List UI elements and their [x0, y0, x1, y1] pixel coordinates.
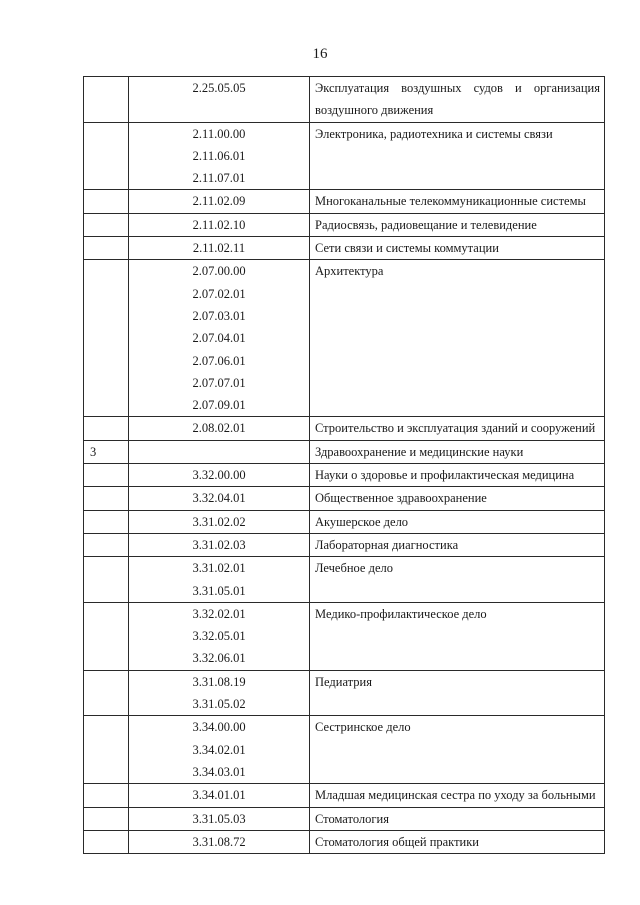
section-number-cell	[84, 670, 129, 716]
specialty-code-cell	[129, 190, 310, 213]
section-number-cell	[84, 807, 129, 830]
specialty-code-cell	[129, 602, 310, 670]
section-number-cell	[84, 190, 129, 213]
table-row	[84, 77, 605, 123]
specialty-name-cell: Науки о здоровье и профилактическая медицина	[310, 464, 605, 487]
specialty-name-cell: Общественное здравоохранение	[310, 487, 605, 510]
section-number-cell	[84, 417, 129, 440]
table-row	[84, 464, 605, 487]
specialty-code-cell	[129, 670, 310, 716]
specialty-code: 2.11.02.11	[192, 241, 246, 256]
specialty-code-cell	[129, 784, 310, 807]
specialty-code: 3.31.05.03	[192, 811, 246, 826]
specialty-code: 2.08.02.01	[192, 421, 246, 436]
specialty-code-cell	[129, 487, 310, 510]
table-row	[84, 784, 605, 807]
specialty-code-cell	[129, 464, 310, 487]
table-row	[84, 602, 605, 670]
specialty-code-cell	[129, 557, 310, 603]
specialty-code-cell	[129, 510, 310, 533]
specialty-name-cell: Электроника, радиотехника и системы связи	[310, 122, 605, 190]
specialty-code-cell	[129, 237, 310, 260]
specialty-name-cell: Стоматология	[310, 807, 605, 830]
table-row	[84, 807, 605, 830]
specialty-code: 2.07.06.01	[192, 353, 246, 368]
specialty-name-cell: Акушерское дело	[310, 510, 605, 533]
table-row	[84, 440, 605, 463]
specialty-name-cell: Радиосвязь, радиовещание и телевидение	[310, 213, 605, 236]
section-number-cell	[84, 122, 129, 190]
specialty-name-cell: Лабораторная диагностика	[310, 533, 605, 556]
specialty-code-cell	[129, 122, 310, 190]
specialty-code-cell	[129, 440, 310, 463]
specialty-name-cell: Сестринское дело	[310, 716, 605, 784]
specialty-code: 2.11.00.00	[192, 126, 246, 141]
specialty-code: 3.32.06.01	[192, 651, 246, 666]
specialty-code: 3.34.03.01	[192, 764, 246, 779]
specialty-code: 2.07.04.01	[192, 331, 246, 346]
section-number-cell	[84, 487, 129, 510]
specialty-code: 2.11.06.01	[192, 148, 246, 163]
specialty-code-cell	[129, 417, 310, 440]
specialty-code-cell	[129, 830, 310, 853]
specialty-name-cell: Многоканальные телекоммуникационные системы	[310, 190, 605, 213]
specialty-code: 2.11.02.10	[192, 217, 246, 232]
specialty-name-cell: Медико-профилактическое дело	[310, 602, 605, 670]
specialty-code: 3.31.05.01	[192, 583, 246, 598]
table-row	[84, 260, 605, 417]
table-row	[84, 417, 605, 440]
specialty-name-cell: Педиатрия	[310, 670, 605, 716]
table-row	[84, 213, 605, 236]
specialty-name-cell: Стоматология общей практики	[310, 830, 605, 853]
specialty-code: 3.32.05.01	[192, 629, 246, 644]
table-row	[84, 557, 605, 603]
specialty-name-cell: Лечебное дело	[310, 557, 605, 603]
section-number-cell	[84, 830, 129, 853]
specialty-code: 2.11.07.01	[192, 171, 246, 186]
section-number-cell	[84, 213, 129, 236]
specialty-code: 3.31.05.02	[192, 697, 246, 712]
specialty-name-cell: Сети связи и системы коммутации	[310, 237, 605, 260]
table-row	[84, 237, 605, 260]
specialty-name-cell: Архитектура	[310, 260, 605, 417]
specialty-code: 2.07.02.01	[192, 286, 246, 301]
specialty-code: 2.07.07.01	[192, 375, 246, 390]
section-number-cell	[84, 557, 129, 603]
specialty-code-cell	[129, 260, 310, 417]
specialty-code: 3.31.08.19	[192, 674, 246, 689]
specialty-code: 2.07.00.00	[192, 264, 246, 279]
table-row	[84, 670, 605, 716]
table-row	[84, 533, 605, 556]
section-number-cell	[84, 464, 129, 487]
table-row	[84, 190, 605, 213]
table-row	[84, 122, 605, 190]
specialty-code: 3.31.02.01	[192, 561, 246, 576]
specialty-code: 3.32.00.00	[192, 468, 246, 483]
section-number-cell	[84, 510, 129, 533]
section-number-cell	[84, 533, 129, 556]
specialty-code: 3.31.02.02	[192, 514, 246, 529]
specialty-code: 2.11.02.09	[192, 194, 246, 209]
specialties-table	[83, 76, 605, 854]
table-row	[84, 510, 605, 533]
table-body	[84, 77, 605, 854]
specialty-code: 3.34.00.00	[192, 720, 246, 735]
specialty-name-cell: Здравоохранение и медицинские науки	[310, 440, 605, 463]
specialty-code: 3.34.02.01	[192, 742, 246, 757]
section-number-cell	[84, 77, 129, 123]
specialty-code: 3.31.08.72	[192, 834, 246, 849]
specialty-code-cell	[129, 213, 310, 236]
specialty-code-cell	[129, 807, 310, 830]
specialty-code: 2.25.05.05	[192, 81, 246, 95]
specialty-code-cell	[129, 533, 310, 556]
specialty-name-cell: Младшая медицинская сестра по уходу за больными	[310, 784, 605, 807]
section-number-cell	[84, 260, 129, 417]
specialty-code: 3.32.04.01	[192, 491, 246, 506]
table-row	[84, 716, 605, 784]
section-number-cell	[84, 602, 129, 670]
specialty-code	[129, 441, 309, 463]
table-row	[84, 487, 605, 510]
section-number-cell	[84, 784, 129, 807]
specialty-name-cell: Эксплуатация воздушных судов и организация воздушного движения	[310, 77, 605, 123]
page-number: 16	[312, 46, 328, 62]
specialty-code: 3.31.02.03	[192, 537, 246, 552]
specialty-code-cell	[129, 716, 310, 784]
specialty-code: 3.34.01.01	[192, 788, 246, 803]
section-number-cell	[84, 237, 129, 260]
specialty-code-cell	[129, 77, 310, 123]
specialty-code: 2.07.09.01	[192, 398, 246, 413]
specialty-code: 2.07.03.01	[192, 308, 246, 323]
section-number-cell	[84, 716, 129, 784]
specialty-code: 3.32.02.01	[192, 606, 246, 621]
section-number-cell: 3	[84, 440, 129, 463]
table-row	[84, 830, 605, 853]
specialty-name-cell: Строительство и эксплуатация зданий и сооружений	[310, 417, 605, 440]
